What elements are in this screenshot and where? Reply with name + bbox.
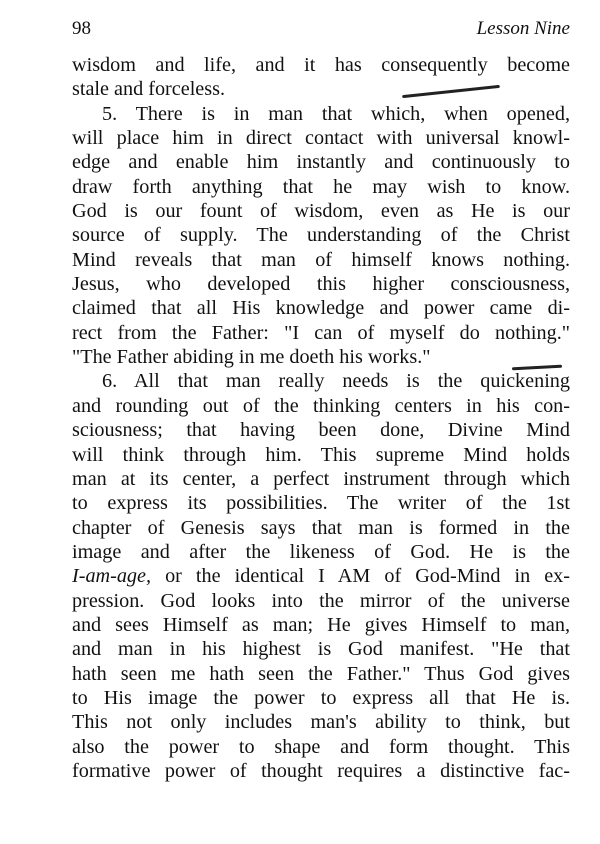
page-number: 98: [72, 18, 91, 39]
text-line-rest: or the identical I AM of God-Mind in ex-: [151, 565, 570, 588]
text-line: rect from the Father: "I can of myself do nothing.": [72, 321, 570, 344]
text-line: hath seen me hath seen the Father." Thus God gives: [72, 662, 570, 685]
text-line: man at its center, a perfect instrument through which: [72, 467, 570, 490]
text-line: will place him in direct contact with universal knowl-: [72, 127, 570, 150]
text-line: stale and forceless.: [72, 78, 226, 101]
text-line: "The Father abiding in me doeth his works.": [72, 346, 431, 369]
text-line: source of supply. The understanding of the Christ: [72, 224, 570, 247]
paragraph-5-first-line: 5. There is in man that which, when opened,: [102, 102, 570, 125]
text-line: wisdom and life, and it has consequently become: [72, 54, 570, 76]
italic-term: I-am-age,: [72, 565, 152, 588]
text-line: sciousness; that having been done, Divine Mind: [72, 419, 570, 442]
text-line: [72, 564, 570, 588]
text-line: and sees Himself as man; He gives Himself to man,: [72, 613, 570, 636]
text-line: and rounding out of the thinking centers in his con-: [72, 394, 570, 417]
text-line: draw forth anything that he may wish to know.: [72, 175, 570, 198]
text-line: This not only includes man's ability to think, but: [72, 711, 570, 734]
running-head: Lesson Nine: [476, 18, 570, 39]
text-line: edge and enable him instantly and continuously to: [72, 151, 570, 174]
page-header: [72, 18, 570, 42]
text-line: image and after the likeness of God. He is the: [72, 540, 570, 563]
text-line: God is our fount of wisdom, even as He is our: [72, 200, 570, 223]
text-line: to His image the power to express all that He is.: [72, 686, 570, 709]
text-line: also the power to shape and form thought. This: [72, 735, 570, 758]
body-text: [72, 53, 570, 783]
text-line: Mind reveals that man of himself knows nothing.: [72, 248, 570, 271]
text-line: will think through him. This supreme Mind holds: [72, 443, 570, 466]
text-line: and man in his highest is God manifest. "He that: [72, 638, 570, 661]
text-line: claimed that all His knowledge and power came di-: [72, 297, 570, 320]
text-line: chapter of Genesis says that man is formed in the: [72, 516, 570, 539]
text-line: to express its possibilities. The writer of the 1st: [72, 492, 570, 515]
text-line: Jesus, who developed this higher consciousness,: [72, 273, 570, 296]
text-line: pression. God looks into the mirror of the universe: [72, 589, 570, 612]
paragraph-6-first-line: 6. All that man really needs is the quickening: [102, 370, 570, 393]
text-line: formative power of thought requires a distinctive fac-: [72, 759, 570, 782]
